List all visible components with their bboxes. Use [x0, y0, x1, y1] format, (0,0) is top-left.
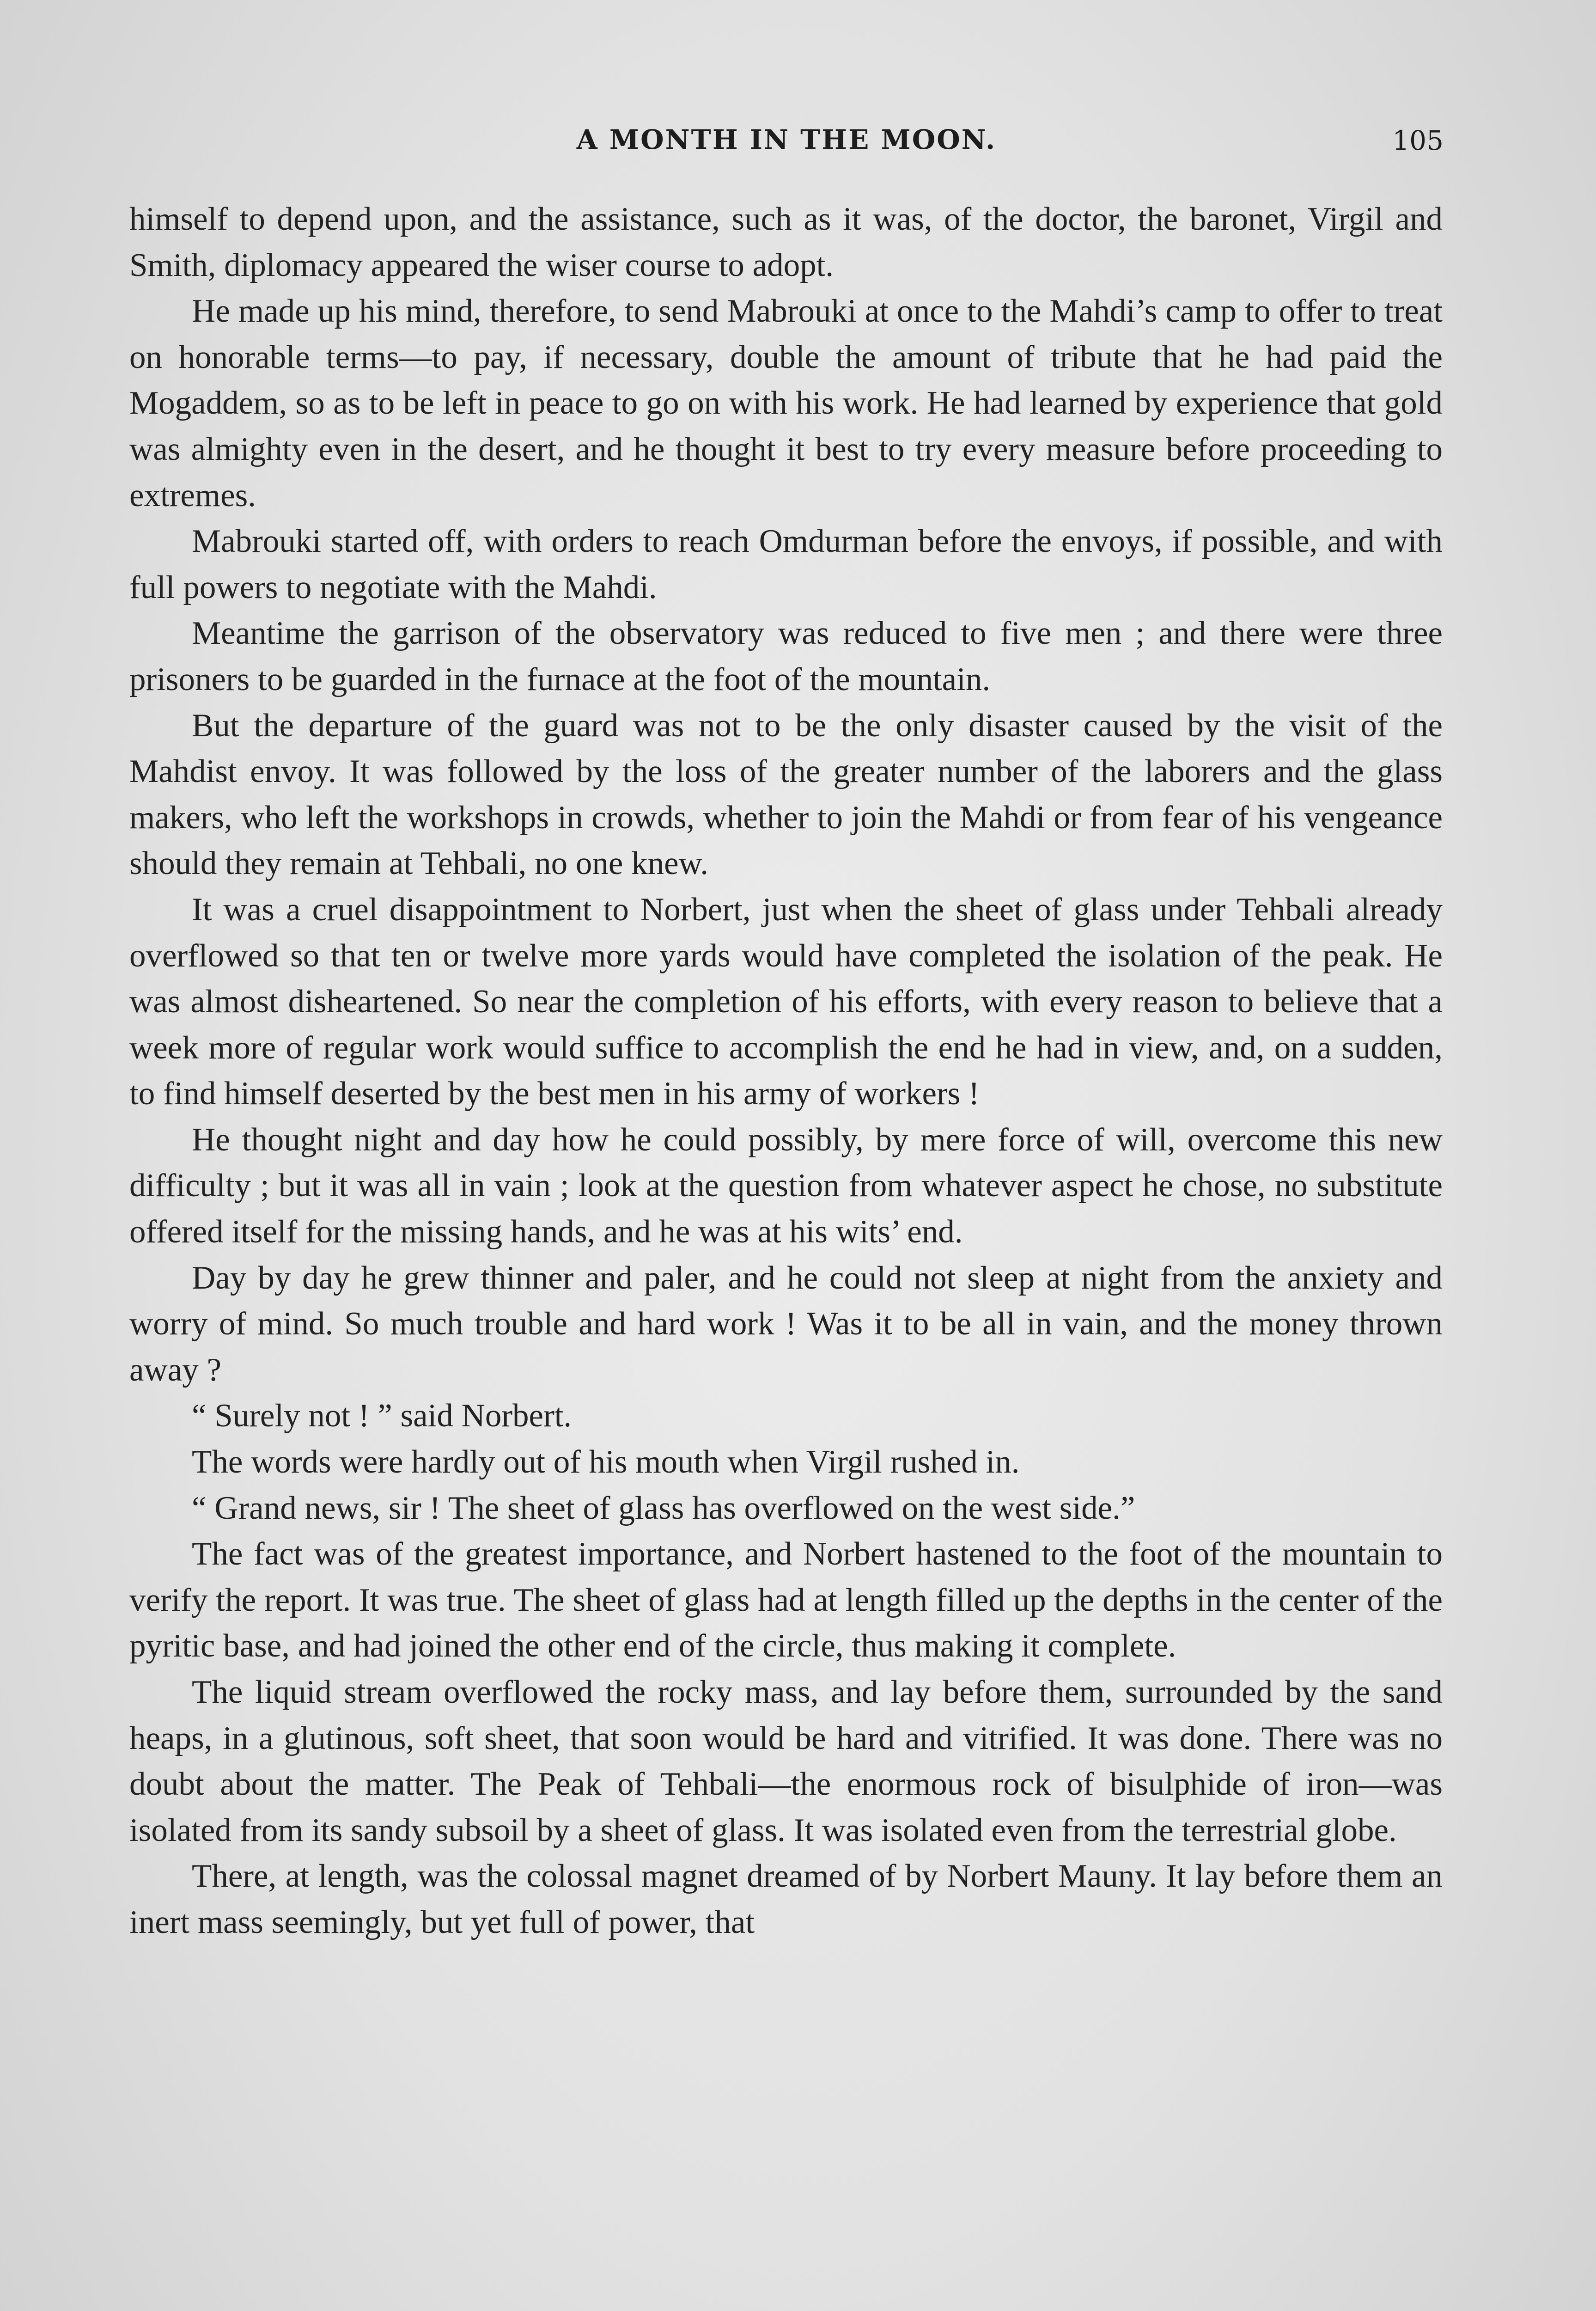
paragraph-5: But the departure of the guard was not to be the only disaster caused by the visit of the Mahdist envoy. It was followed by the loss of the greater number of the laborers and the glass makers, who left the workshops in crowds, whether to join the Mahdi or from fear of his vengeance should they remain at Tehbali, no one knew. — [129, 707, 1443, 882]
paragraph-6: It was a cruel disappointment to Norbert, just when the sheet of glass under Tehbali already overflowed so that ten or twelve more yards would have completed the isolation of the peak. He was almost disheartened. So near the completion of his efforts, with every reason to believe that a week more of regular work would suffice to accomplish the end he had in view, and, on a sudden, to find himself deserted by the best men in his army of workers ! — [129, 891, 1443, 1112]
page-number: 105 — [1392, 125, 1444, 156]
page-header — [129, 116, 1444, 166]
paragraph-13: The liquid stream overflowed the rocky mass, and lay before them, surrounded by the sand heaps, in a glutinous, soft sheet, that soon would be hard and vitrified. It was done. There was no doubt about the matter. The Peak of Tehbali—the enormous rock of bisulphide of iron—was isolated from its sandy subsoil by a sheet of glass. It was isolated even from the terrestrial globe. — [129, 1674, 1443, 1848]
running-title: A MONTH IN THE MOON. — [576, 124, 997, 155]
paragraph-3: Mabrouki started off, with orders to reach Omdurman before the envoys, if possible, and with full powers to negotiate with the Mahdi. — [129, 523, 1443, 605]
paragraph-4: Meantime the garrison of the observatory was reduced to five men ; and there were three prisoners to be guarded in the furnace at the foot of the mountain. — [129, 615, 1443, 697]
paragraph-7: He thought night and day how he could possibly, by mere force of will, overcome this new difficulty ; but it was all in vain ; look at the question from whatever aspect he chose, no substitute offered itself for the missing hands, and he was at his wits’ end. — [129, 1121, 1443, 1250]
paragraph-12: The fact was of the greatest importance, and Norbert hastened to the foot of the mountain to verify the report. It was true. The sheet of glass had at length filled up the depths in the center of the pyritic base, and had joined the other end of the circle, thus making it complete. — [129, 1536, 1443, 1664]
paragraph-2: He made up his mind, therefore, to send Mabrouki at once to the Mahdi’s camp to offer to treat on honorable terms—to pay, if necessary, double the amount of tribute that he had paid the Mogaddem, so as to be left in peace to go on with his work. He had learned by experience that gold was almighty even in the desert, and he thought it best to try every measure before proceeding to extremes. — [129, 293, 1443, 514]
body-text — [129, 196, 1443, 1946]
paragraph-1: himself to depend upon, and the assistance, such as it was, of the doctor, the baronet, Virgil and Smith, diplomacy appeared the wiser course to adopt. — [129, 201, 1443, 283]
paragraph-10: The words were hardly out of his mouth when Virgil rushed in. — [192, 1444, 1020, 1480]
paragraph-11: “ Grand news, sir ! The sheet of glass has overflowed on the west side.” — [192, 1490, 1135, 1526]
paragraph-14: There, at length, was the colossal magnet dreamed of by Norbert Mauny. It lay before them an inert mass seemingly, but yet full of power, that — [129, 1858, 1443, 1940]
paragraph-8: Day by day he grew thinner and paler, and he could not sleep at night from the anxiety and worry of mind. So much trouble and hard work ! Was it to be all in vain, and the money thrown away ? — [129, 1259, 1443, 1388]
paragraph-9: “ Surely not ! ” said Norbert. — [192, 1398, 572, 1434]
